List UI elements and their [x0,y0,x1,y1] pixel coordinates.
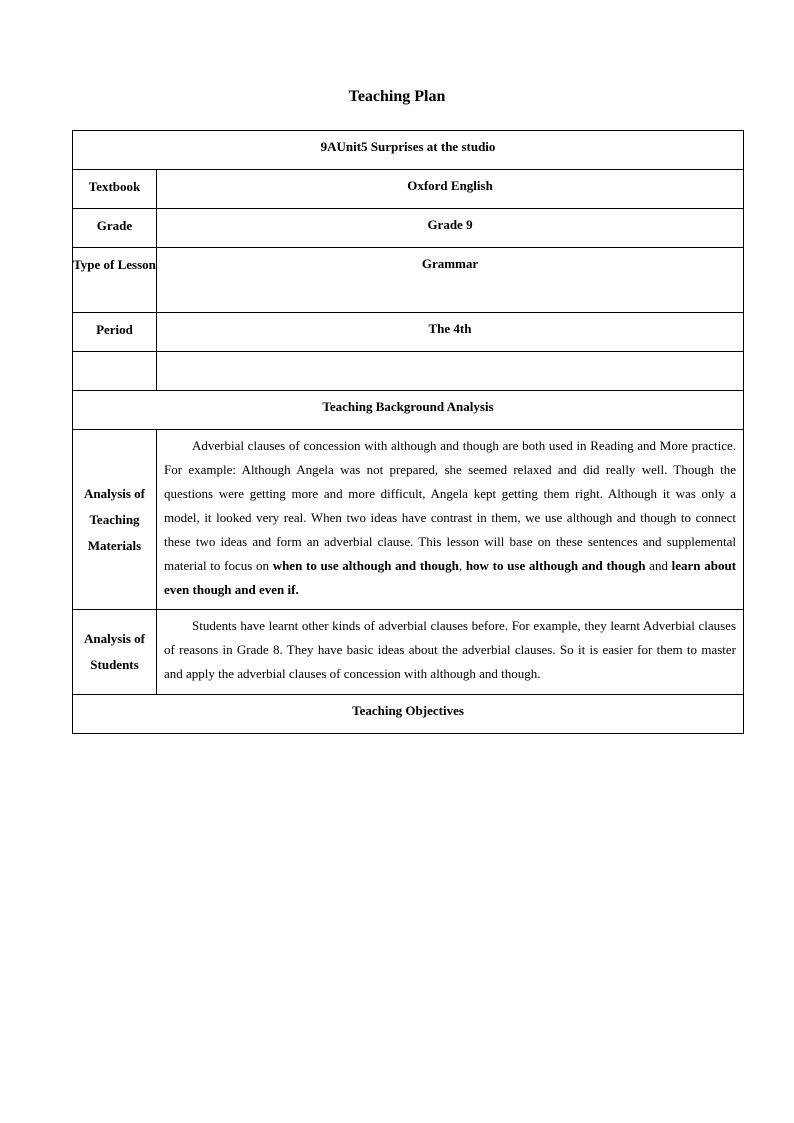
type-of-lesson-label: Type of Lesson [73,248,157,313]
analysis-students-label: Analysis of Students [73,610,157,695]
teaching-plan-table [72,130,744,734]
objectives-heading: Teaching Objectives [73,695,744,734]
unit-title: 9AUnit5 Surprises at the studio [73,131,744,170]
period-value: The 4th [157,313,744,352]
period-row [73,313,744,352]
textbook-row [73,170,744,209]
materials-bold-1: when to use although and though [272,558,459,573]
background-heading-row [73,391,744,430]
type-of-lesson-value: Grammar [157,248,744,313]
analysis-students-row [73,610,744,695]
empty-row [73,352,744,391]
analysis-materials-text [157,430,744,610]
background-heading: Teaching Background Analysis [73,391,744,430]
analysis-materials-label: Analysis of Teaching Materials [73,430,157,610]
textbook-label: Textbook [73,170,157,209]
materials-bold-3: learn about even though and even if. [164,558,737,597]
grade-label: Grade [73,209,157,248]
type-of-lesson-row [73,248,744,313]
materials-bold-2: how to use although and though [465,558,646,573]
materials-text-1: Adverbial clauses of concession with although and though are both used in Reading and More practice. For example: Although Angela was not prepared, she seemed relaxed and did really well. Though the questions were getting more and more difficult, Angela kept getting them right. Although it was only a model, it looked very real. When two ideas have contrast in them, we use although and though to connect these two ideas and form an adverbial clause. This lesson will base on these sentences and supplemental material to focus on [164,438,737,573]
grade-value: Grade 9 [157,209,744,248]
materials-text-2: , [458,558,466,573]
analysis-materials-row [73,430,744,610]
grade-row [73,209,744,248]
empty-value-cell [157,352,744,391]
materials-text-3: and [645,558,672,573]
empty-label-cell [73,352,157,391]
objectives-heading-row [73,695,744,734]
document-title: Teaching Plan [348,88,446,105]
period-label: Period [73,313,157,352]
unit-title-row [73,131,744,170]
analysis-students-text: Students have learnt other kinds of adverbial clauses before. For example, they learnt Adverbial clauses of reasons in Grade 8. They have basic ideas about the adverbial clauses. So it is easier for them to master and apply the adverbial clauses of concession with although and though. [157,610,744,695]
textbook-value: Oxford English [157,170,744,209]
